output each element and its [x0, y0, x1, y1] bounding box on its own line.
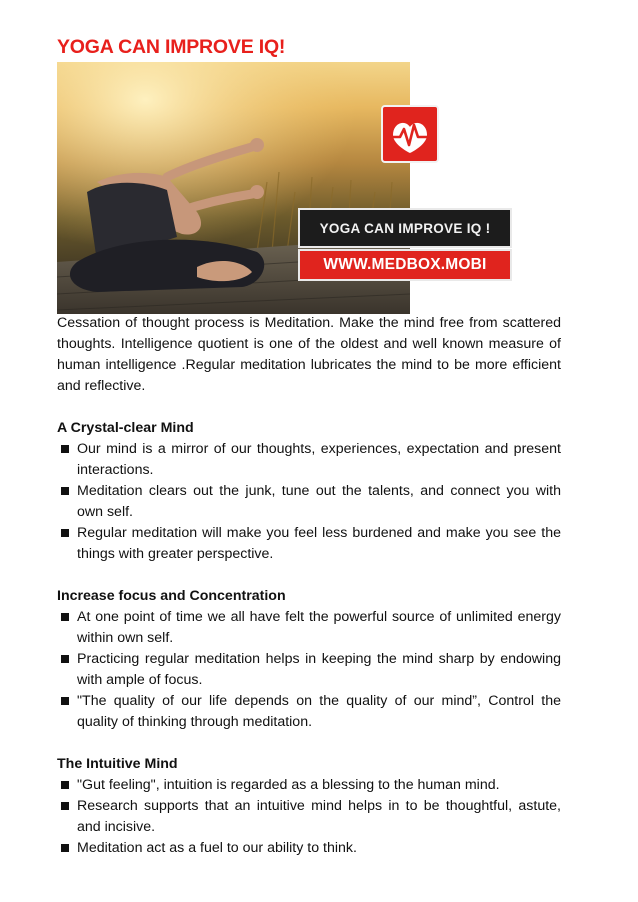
bullet-list: [57, 439, 561, 565]
square-bullet-icon: [61, 445, 69, 453]
list-item-text: Regular meditation will make you feel less burdened and make you see the things with greater perspective.: [77, 525, 561, 562]
square-bullet-icon: [61, 844, 69, 852]
list-item: [57, 439, 561, 481]
square-bullet-icon: [61, 781, 69, 789]
bullet-list: [57, 775, 561, 859]
list-item-text: At one point of time we all have felt the powerful source of unlimited energy within own self.: [77, 609, 561, 646]
square-bullet-icon: [61, 529, 69, 537]
list-item: [57, 607, 561, 649]
heartbeat-icon: [383, 107, 437, 161]
square-bullet-icon: [61, 487, 69, 495]
section-focus-concentration: [57, 586, 561, 733]
intro-paragraph: Cessation of thought process is Meditation. Make the mind free from scattered thoughts. Intelligence quotient is one of the oldest and well known measure of human intelligence .Regular meditation lubricates the mind to be more efficient and reflective.: [57, 315, 561, 394]
list-item: [57, 523, 561, 565]
list-item: [57, 481, 561, 523]
list-item-text: Our mind is a mirror of our thoughts, experiences, expectation and present interactions.: [77, 441, 561, 478]
list-item: [57, 691, 561, 733]
square-bullet-icon: [61, 802, 69, 810]
section-heading: A Crystal-clear Mind: [57, 420, 194, 436]
section-heading: Increase focus and Concentration: [57, 588, 286, 604]
section-intuitive-mind: [57, 754, 561, 859]
square-bullet-icon: [61, 655, 69, 663]
bullet-list: [57, 607, 561, 733]
article-body: [57, 313, 561, 859]
medbox-logo: [381, 105, 439, 163]
square-bullet-icon: [61, 697, 69, 705]
square-bullet-icon: [61, 613, 69, 621]
page-title: YOGA CAN IMPROVE IQ!: [57, 36, 286, 58]
yoga-sign-banner: YOGA CAN IMPROVE IQ !: [298, 208, 512, 248]
section-heading: The Intuitive Mind: [57, 756, 178, 772]
list-item: [57, 775, 561, 796]
list-item: [57, 796, 561, 838]
list-item-text: Meditation act as a fuel to our ability to think.: [77, 840, 357, 856]
list-item-text: "The quality of our life depends on the quality of our mind”, Control the quality of thinking through meditation.: [77, 693, 561, 730]
list-item-text: Practicing regular meditation helps in keeping the mind sharp by endowing with ample of focus.: [77, 651, 561, 688]
list-item-text: Meditation clears out the junk, tune out the talents, and connect you with own self.: [77, 483, 561, 520]
list-item-text: "Gut feeling", intuition is regarded as a blessing to the human mind.: [77, 777, 500, 793]
list-item-text: Research supports that an intuitive mind helps in to be thoughtful, astute, and incisive.: [77, 798, 561, 835]
medbox-url-banner: WWW.MEDBOX.MOBI: [298, 249, 512, 281]
list-item: [57, 838, 561, 859]
section-crystal-clear-mind: [57, 418, 561, 565]
list-item: [57, 649, 561, 691]
